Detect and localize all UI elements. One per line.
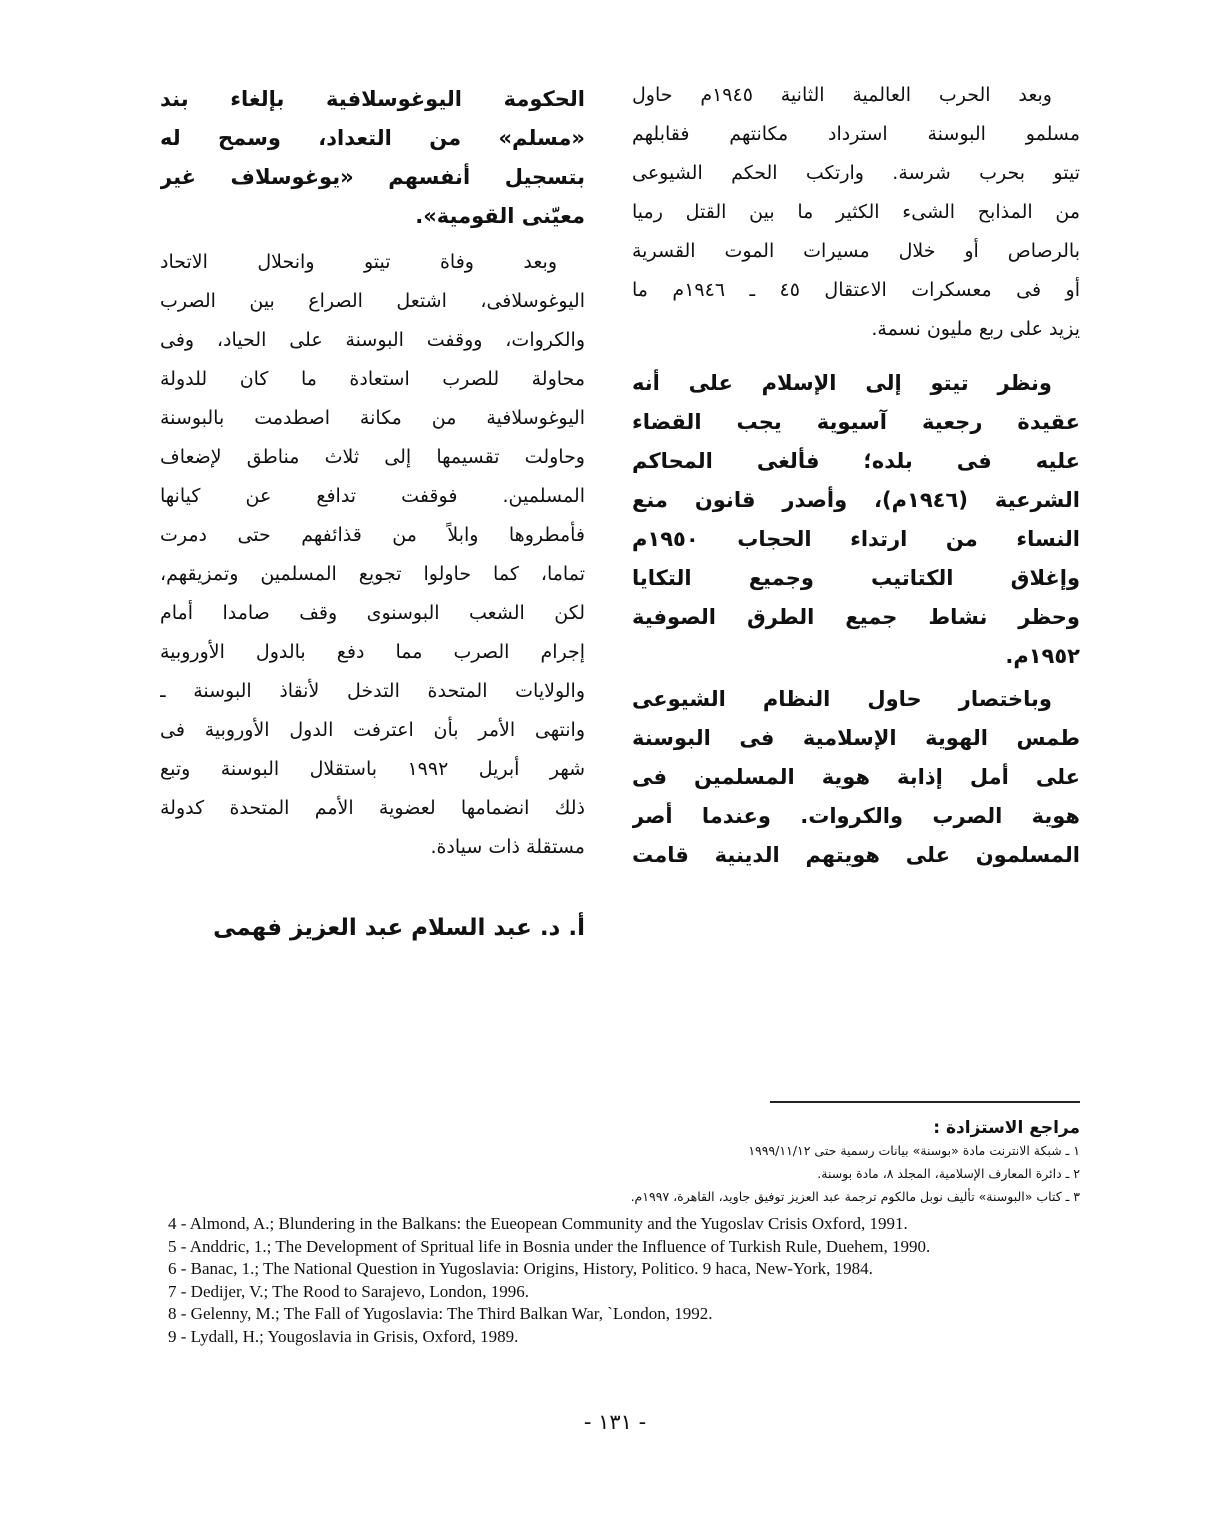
arabic-reference: ٣ ـ كتاب «البوسنة» تأليف نوبل مالكوم ترجمة عبد العزيز توفيق جاويد، القاهرة، ١٩٩٧م. bbox=[630, 1189, 1080, 1204]
text-line: وانتهى الأمر بأن اعترفت الدول الأوروبية فى bbox=[160, 719, 585, 741]
text-line: تيتو بحرب شرسة. وارتكب الحكم الشيوعى bbox=[632, 162, 1080, 184]
right-column-paragraph-1 bbox=[632, 76, 1080, 349]
english-reference: 8 - Gelenny, M.; The Fall of Yugoslavia: The Third Balkan War, `London, 1992. bbox=[168, 1304, 713, 1323]
text-line: عليه فى بلده؛ فألغى المحاكم bbox=[632, 449, 1080, 473]
text-line: مسلمو البوسنة استرداد مكانتهم فقابلهم bbox=[632, 123, 1080, 145]
text-line: طمس الهوية الإسلامية فى البوسنة bbox=[632, 726, 1080, 750]
text-line: شهر أبريل ١٩٩٢ باستقلال البوسنة وتبع bbox=[160, 758, 585, 780]
text-line: المسلمين. فوقفت تدافع عن كيانها bbox=[160, 485, 585, 507]
text-line: اليوغوسلافى، اشتعل الصراع بين الصرب bbox=[160, 290, 585, 312]
text-line: على أمل إذابة هوية المسلمين فى bbox=[632, 765, 1080, 789]
text-line: اليوغوسلافية من مكانة اصطدمت بالبوسنة bbox=[160, 407, 585, 429]
text-line: وبعد وفاة تيتو وانحلال الاتحاد bbox=[160, 251, 557, 273]
text-line: وإغلاق الكتاتيب وجميع التكايا bbox=[632, 566, 1080, 590]
text-line: معيّنى القومية». bbox=[415, 204, 585, 228]
text-line: فأمطروها وابلاً من قذائفهم حتى دمرت bbox=[160, 524, 585, 546]
text-line: أو فى معسكرات الاعتقال ٤٥ ـ ١٩٤٦م ما bbox=[632, 279, 1080, 301]
text-line: وحاولت تقسيمها إلى ثلاث مناطق لإضعاف bbox=[160, 446, 585, 468]
text-line: محاولة للصرب استعادة ما كان للدولة bbox=[160, 368, 585, 390]
text-line: ونظر تيتو إلى الإسلام على أنه bbox=[632, 371, 1052, 395]
text-line: وحظر نشاط جميع الطرق الصوفية bbox=[632, 605, 1080, 629]
english-reference: 6 - Banac, 1.; The National Question in Yugoslavia: Origins, History, Politico. 9 haca, New-York, 1984. bbox=[168, 1259, 873, 1278]
text-line: لكن الشعب البوسنوى وقف صامدا أمام bbox=[160, 602, 585, 624]
text-line: المسلمون على هويتهم الدينية قامت bbox=[632, 843, 1080, 867]
text-line: مستقلة ذات سيادة. bbox=[430, 836, 585, 858]
text-line: ذلك انضمامها لعضوية الأمم المتحدة كدولة bbox=[160, 797, 585, 819]
text-line: الشرعية (١٩٤٦م)، وأصدر قانون منع bbox=[632, 488, 1080, 512]
text-line: بالرصاص أو خلال مسيرات الموت القسرية bbox=[632, 240, 1080, 262]
text-line: النساء من ارتداء الحجاب ١٩٥٠م bbox=[632, 527, 1080, 551]
text-line: والكروات، ووقفت البوسنة على الحياد، وفى bbox=[160, 329, 585, 351]
text-line: يزيد على ربع مليون نسمة. bbox=[871, 318, 1080, 340]
arabic-reference: ١ ـ شبكة الانترنت مادة «بوسنة» بيانات رسمية حتى ١٩٩٩/١١/١٢ bbox=[748, 1143, 1080, 1158]
arabic-reference: ٢ ـ دائرة المعارف الإسلامية، المجلد ٨، مادة بوسنة. bbox=[817, 1166, 1080, 1181]
text-line: والولايات المتحدة التدخل لأنقاذ البوسنة ـ bbox=[160, 680, 585, 702]
english-reference: 5 - Anddric, 1.; The Development of Spritual life in Bosnia under the Influence of Turkish Rule, Duehem, 1990. bbox=[168, 1236, 931, 1256]
text-line: الحكومة اليوغوسلافية بإلغاء بند bbox=[160, 87, 585, 111]
references-heading: مراجع الاستزادة : bbox=[933, 1118, 1080, 1138]
text-line: «مسلم» من التعداد، وسمح له bbox=[160, 126, 585, 150]
text-line: عقيدة رجعية آسيوية يجب القضاء bbox=[632, 410, 1080, 434]
right-column-paragraph-2 bbox=[632, 364, 1080, 676]
author-name: أ. د. عبد السلام عبد العزيز فهمى bbox=[213, 915, 585, 941]
text-line: وباختصار حاول النظام الشيوعى bbox=[632, 687, 1052, 711]
text-line: وبعد الحرب العالمية الثانية ١٩٤٥م حاول bbox=[632, 84, 1052, 106]
text-line: تماما، كما حاولوا تجويع المسلمين وتمزيقهم، bbox=[160, 563, 585, 585]
right-column-paragraph-3 bbox=[632, 680, 1080, 875]
left-column-paragraph-1 bbox=[160, 80, 585, 236]
page-number: - ١٣١ - bbox=[583, 1410, 647, 1434]
text-line: بتسجيل أنفسهم «يوغوسلاف غير bbox=[160, 165, 585, 189]
footnote-divider bbox=[770, 1101, 1080, 1103]
english-reference: 7 - Dedijer, V.; The Rood to Sarajevo, London, 1996. bbox=[168, 1281, 530, 1301]
english-reference: 4 - Almond, A.; Blundering in the Balkans: the Eueopean Community and the Yugoslav Crisis Oxford, 1991. bbox=[168, 1214, 908, 1233]
english-references bbox=[168, 1213, 1073, 1348]
text-line: من المذابح الشىء الكثير ما بين القتل رميا bbox=[632, 201, 1080, 223]
left-column-paragraph-2 bbox=[160, 243, 585, 867]
english-reference: 9 - Lydall, H.; Yougoslavia in Grisis, Oxford, 1989. bbox=[168, 1326, 519, 1346]
text-line: إجرام الصرب مما دفع بالدول الأوروبية bbox=[160, 641, 585, 663]
text-line: ١٩٥٢م. bbox=[1005, 644, 1080, 668]
text-line: هوية الصرب والكروات. وعندما أصر bbox=[632, 804, 1080, 828]
